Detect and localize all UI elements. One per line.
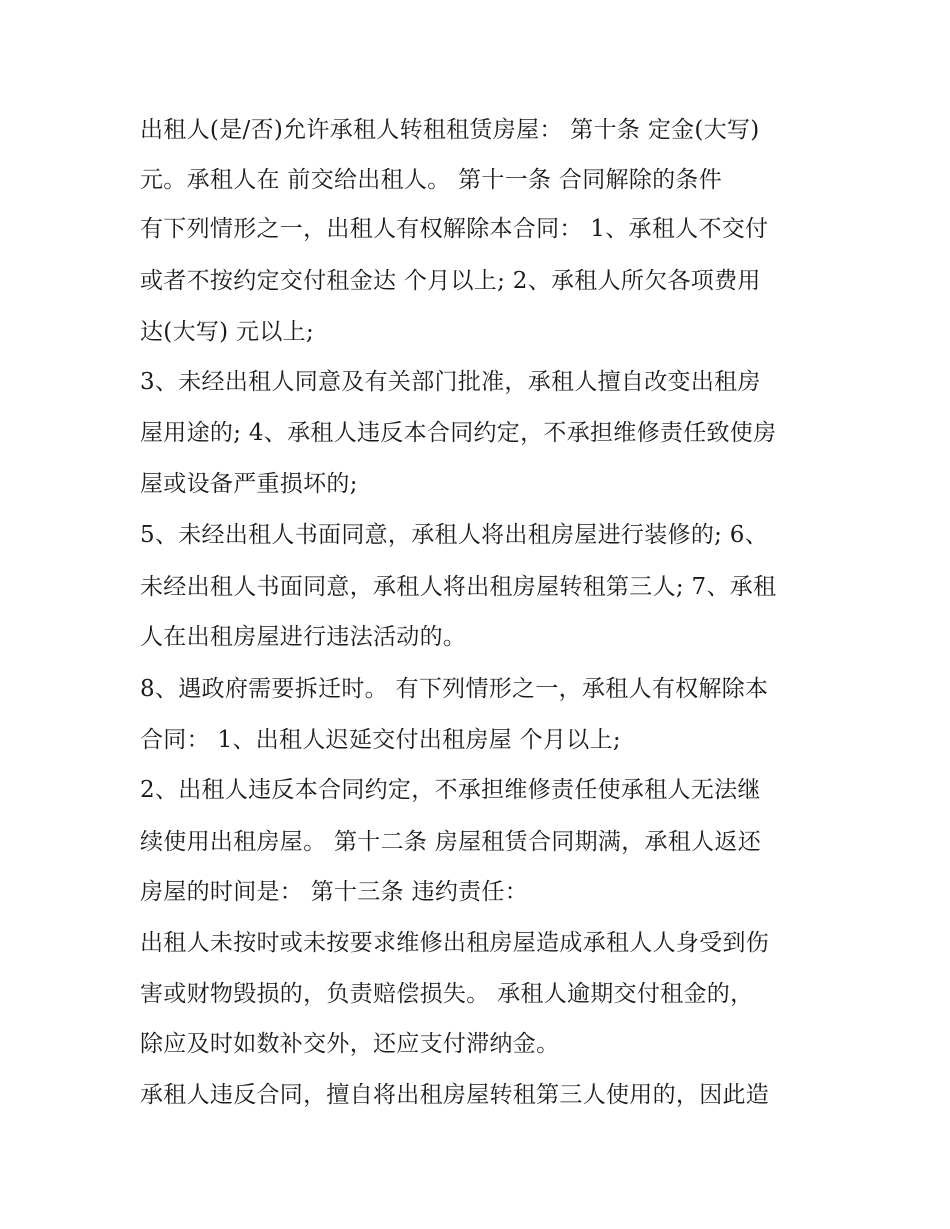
- text-line: 人在出租房屋进行违法活动的。: [140, 624, 467, 650]
- text-line: 屋用途的; 4、承租人违反本合同约定，不承担维修责任致使房: [140, 420, 777, 446]
- text-line: 房屋的时间是： 第十三条 违约责任：: [140, 879, 529, 905]
- text-line: 2、出租人违反本合同约定，不承担维修责任使承租人无法继: [140, 777, 761, 803]
- text-line: 有下列情形之一，出租人有权解除本合同： 1、承租人不交付: [140, 216, 769, 242]
- text-line: 达(大写) 元以上;: [140, 319, 315, 345]
- text-line: 或者不按约定交付租金达 个月以上; 2、承租人所欠各项费用: [140, 268, 761, 294]
- text-line: 8、遇政府需要拆迁时。 有下列情形之一，承租人有权解除本: [140, 676, 769, 702]
- text-line: 3、未经出租人同意及有关部门批准，承租人擅自改变出租房: [140, 369, 761, 395]
- text-line: 除应及时如数补交外，还应支付滞纳金。: [140, 1031, 560, 1057]
- text-line: 合同： 1、出租人迟延交付出租房屋 个月以上;: [140, 727, 621, 753]
- text-line: 出租人未按时或未按要求维修出租房屋造成承租人人身受到伤: [140, 930, 770, 956]
- text-line: 承租人违反合同，擅自将出租房屋转租第三人使用的，因此造: [140, 1082, 770, 1108]
- text-line: 未经出租人书面同意，承租人将出租房屋转租第三人; 7、承租: [140, 574, 777, 600]
- text-line: 5、未经出租人书面同意，承租人将出租房屋进行装修的; 6、: [140, 522, 769, 548]
- text-line: 出租人(是/否)允许承租人转租租赁房屋： 第十条 定金(大写): [140, 117, 760, 143]
- text-line: 屋或设备严重损坏的;: [140, 471, 358, 497]
- text-line: 续使用出租房屋。 第十二条 房屋租赁合同期满，承租人返还: [140, 829, 762, 855]
- text-line: 害或财物毁损的，负责赔偿损失。 承租人逾期交付租金的，: [140, 981, 754, 1007]
- text-line: 元。承租人在 前交给出租人。 第十一条 合同解除的条件: [140, 167, 723, 193]
